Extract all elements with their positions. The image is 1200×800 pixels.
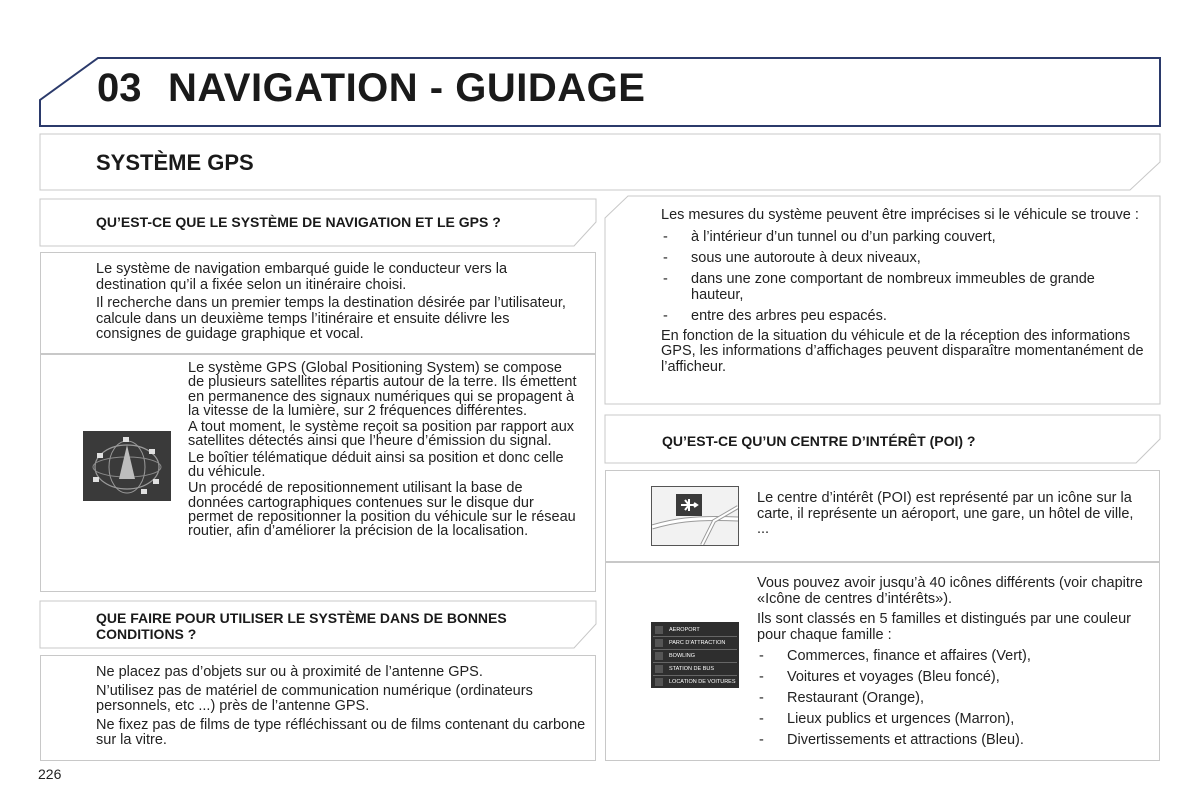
gps-paragraph: Le boîtier télématique déduit ainsi sa position et donc celle du véhicule. bbox=[188, 449, 564, 481]
gps-satellite-image bbox=[83, 431, 171, 501]
imprecision-intro: Les mesures du système peuvent être imprécises si le véhicule se trouve : bbox=[661, 207, 1139, 223]
conditions-box bbox=[40, 655, 596, 761]
poi-menu-image bbox=[651, 622, 739, 688]
poi-menu-item: LOCATION DE VOITURES bbox=[653, 676, 737, 688]
gps-paragraph: Un procédé de repositionnement utilisant la base de données cartographiques contenues sur le disque dur permet de repositionner la position du véhicule sur le réseau routier, afin d’améliorer la précision de la localisation. bbox=[188, 480, 576, 540]
poi-menu-item: BOWLING bbox=[653, 650, 737, 663]
poi-description: Le centre d’intérêt (POI) est représenté par un icône sur la carte, il représente un aéroport, une gare, un hôtel de ville, ... bbox=[757, 490, 1134, 537]
intro-box bbox=[40, 252, 596, 354]
question-good-conditions: QUE FAIRE POUR UTILISER LE SYSTÈME DANS DE BONNES CONDITIONS ? bbox=[96, 610, 507, 642]
chapter-number: 03 bbox=[97, 66, 142, 110]
intro-paragraph: Le système de navigation embarqué guide le conducteur vers la destination qu’il a fixée selon un itinéraire choisi. bbox=[96, 261, 508, 293]
poi-map-image bbox=[651, 486, 739, 546]
families-paragraph: Ils sont classés en 5 familles et distingués par une couleur pour chaque famille : bbox=[757, 611, 1131, 643]
gps-box bbox=[40, 354, 596, 592]
imprecision-list bbox=[661, 229, 1146, 324]
page-number: 226 bbox=[38, 766, 62, 782]
satellite-orbit-icon bbox=[83, 431, 171, 501]
families-list bbox=[757, 648, 1149, 748]
question-poi: QU’EST-CE QU’UN CENTRE D’INTÉRÊT (POI) ? bbox=[662, 433, 976, 449]
question-navigation-gps: QU’EST-CE QUE LE SYSTÈME DE NAVIGATION ET LE GPS ? bbox=[96, 214, 501, 230]
poi-menu-item: AEROPORT bbox=[653, 624, 737, 637]
list-item: - Divertissements et attractions (Bleu). bbox=[757, 732, 1149, 748]
chapter-title: NAVIGATION - GUIDAGE bbox=[168, 66, 646, 110]
section-title: SYSTÈME GPS bbox=[96, 150, 254, 175]
intro-paragraph: Il recherche dans un premier temps la destination désirée par l’utilisateur, calcule dans un deuxième temps l’itinéraire et ensuite délivre les consignes de guidage graphique et vocal. bbox=[96, 295, 566, 342]
list-item: - Restaurant (Orange), bbox=[757, 690, 1149, 706]
families-paragraph: Vous pouvez avoir jusqu’à 40 icônes différents (voir chapitre «Icône de centres d’intérêts»). bbox=[757, 575, 1143, 607]
gps-paragraph: A tout moment, le système reçoit sa position par rapport aux satellites détectés ainsi que l’heure d’émission du signal. bbox=[188, 419, 575, 450]
list-item: - Voitures et voyages (Bleu foncé), bbox=[757, 669, 1149, 685]
list-item: - à l’intérieur d’un tunnel ou d’un parking couvert, bbox=[661, 229, 1146, 245]
poi-box bbox=[605, 470, 1160, 562]
airport-poi-icon bbox=[652, 487, 738, 545]
list-item: - dans une zone comportant de nombreux immeubles de grande hauteur, bbox=[661, 271, 1146, 303]
poi-menu-item: STATION DE BUS bbox=[653, 663, 737, 676]
list-item: - entre des arbres peu espacés. bbox=[661, 308, 1146, 324]
list-item: - sous une autoroute à deux niveaux, bbox=[661, 250, 1146, 266]
condition-paragraph: Ne placez pas d’objets sur ou à proximité de l’antenne GPS. bbox=[96, 664, 483, 680]
condition-paragraph: Ne fixez pas de films de type réfléchissant ou de films contenant du carbone sur la vitre. bbox=[96, 716, 586, 748]
poi-menu-item: PARC D’ATTRACTION bbox=[653, 637, 737, 650]
imprecision-section bbox=[661, 208, 1146, 375]
gps-paragraph: Le système GPS (Global Positioning System) se compose de plusieurs satellites répartis autour de la terre. Ils émettent en permanence des signaux numériques qui se propagent à la vitesse de la lumière, sur 2 fréquences différentes. bbox=[188, 360, 577, 419]
list-item: - Commerces, finance et affaires (Vert), bbox=[757, 648, 1149, 664]
imprecision-outro: En fonction de la situation du véhicule et de la réception des informations GPS, les informations d’affichages peuvent disparaître momentanément de l’afficheur. bbox=[661, 327, 1144, 375]
poi-families-box bbox=[605, 562, 1160, 761]
list-item: - Lieux publics et urgences (Marron), bbox=[757, 711, 1149, 727]
condition-paragraph: N’utilisez pas de matériel de communication numérique (ordinateurs personnels, etc ...) près de l’antenne GPS. bbox=[96, 682, 533, 714]
